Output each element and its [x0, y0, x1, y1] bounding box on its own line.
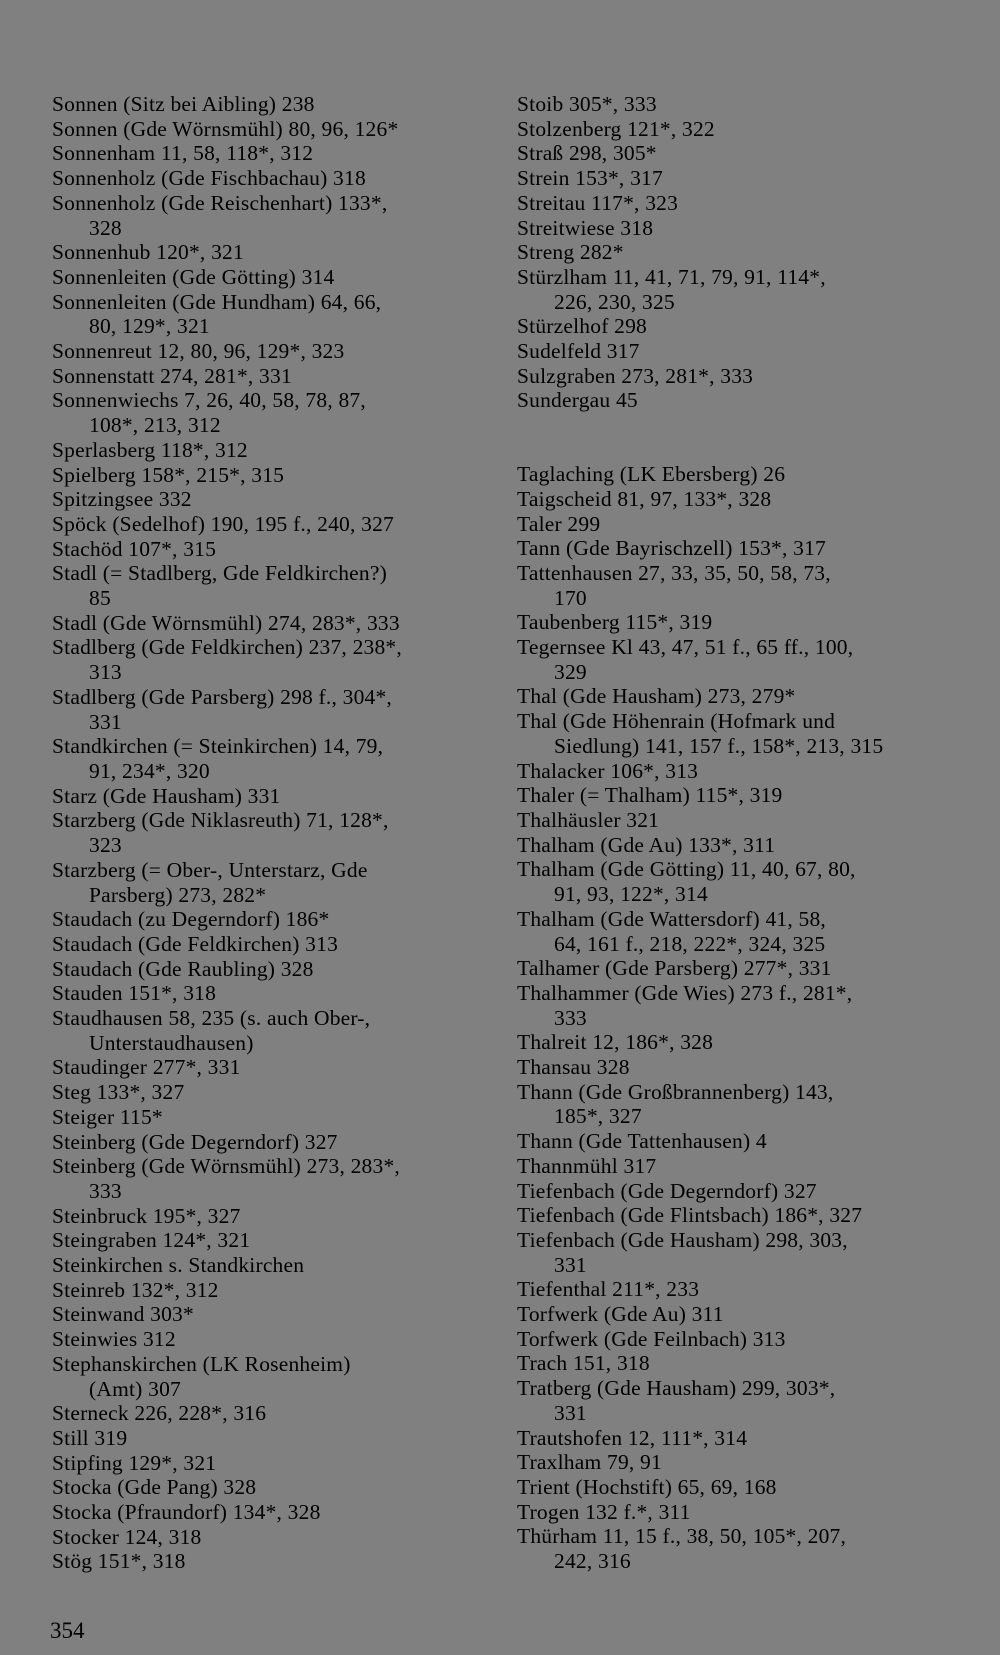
index-entry-line: 170 — [554, 585, 587, 610]
index-entry — [517, 1475, 957, 1500]
index-entry — [52, 141, 482, 166]
index-entry-line: Steingraben 124*, 321 — [52, 1228, 251, 1253]
index-entry-line: Thal (Gde Hausham) 273, 279* — [517, 684, 796, 709]
index-entry — [52, 1105, 482, 1130]
index-entry — [52, 364, 482, 389]
index-entry-line: Stocka (Pfraundorf) 134*, 328 — [52, 1500, 321, 1525]
index-entry — [517, 1500, 957, 1525]
index-entry-line: Taler 299 — [517, 511, 601, 536]
index-entry — [517, 141, 957, 166]
index-entry — [52, 265, 482, 290]
index-column-right — [517, 92, 957, 1574]
index-entry — [52, 339, 482, 364]
index-entry-line: Steinreb 132*, 312 — [52, 1277, 219, 1302]
index-entry — [517, 166, 957, 191]
index-entry-line: Stipfing 129*, 321 — [52, 1450, 217, 1475]
index-entry — [52, 932, 482, 957]
index-entry-line: Steinberg (Gde Degerndorf) 327 — [52, 1129, 338, 1154]
index-entry-line: Sonnen (Gde Wörnsmühl) 80, 96, 126* — [52, 116, 399, 141]
index-entry-line: Sulzgraben 273, 281*, 333 — [517, 363, 754, 388]
index-entry — [52, 957, 482, 982]
index-entry — [52, 92, 482, 117]
index-entry — [517, 783, 957, 808]
index-entry — [517, 191, 957, 216]
index-entry — [52, 388, 482, 437]
index-entry — [52, 611, 482, 636]
index-entry-line: Steinbruck 195*, 327 — [52, 1203, 241, 1228]
index-entry — [517, 117, 957, 142]
index-entry — [517, 1154, 957, 1179]
index-entry-line: Standkirchen (= Steinkirchen) 14, 79, — [52, 734, 384, 759]
index-entry — [517, 1055, 957, 1080]
index-entry-line: Staudach (Gde Raubling) 328 — [52, 956, 314, 981]
index-entry-line: Taglaching (LK Ebersberg) 26 — [517, 462, 786, 487]
index-entry-line: Sonnenstatt 274, 281*, 331 — [52, 363, 292, 388]
index-entry — [52, 1401, 482, 1426]
index-column-left — [52, 92, 482, 1574]
index-entry — [517, 536, 957, 561]
index-entry-line: Staudach (Gde Feldkirchen) 313 — [52, 931, 339, 956]
index-entry-line: 91, 234*, 320 — [89, 758, 210, 783]
index-entry — [517, 462, 957, 487]
index-entry — [517, 635, 957, 684]
index-entry — [52, 463, 482, 488]
index-entry-line: (Amt) 307 — [89, 1376, 181, 1401]
index-entry-line: Sonnenleiten (Gde Götting) 314 — [52, 264, 335, 289]
index-entry-line: Staudinger 277*, 331 — [52, 1055, 241, 1080]
index-entry-line: Spöck (Sedelhof) 190, 195 f., 240, 327 — [52, 511, 395, 536]
index-entry — [517, 1302, 957, 1327]
index-entry — [517, 314, 957, 339]
index-entry-line: Tiefenbach (Gde Degerndorf) 327 — [517, 1178, 817, 1203]
index-entry — [517, 512, 957, 537]
index-entry-line: Staudach (zu Degerndorf) 186* — [52, 907, 330, 932]
index-entry-line: Stocker 124, 318 — [52, 1524, 202, 1549]
index-entry-line: Stoib 305*, 333 — [517, 92, 657, 116]
index-entry-line: Starzberg (Gde Niklasreuth) 71, 128*, — [52, 808, 389, 833]
index-entry-line: 85 — [89, 586, 111, 611]
index-entry — [517, 1376, 957, 1425]
index-entry-line: Thann (Gde Großbrannenberg) 143, — [517, 1079, 834, 1104]
index-entry — [517, 684, 957, 709]
index-entry — [52, 166, 482, 191]
index-entry-line: Still 319 — [52, 1425, 128, 1450]
index-entry-line: Thansau 328 — [517, 1055, 630, 1080]
index-entry-line: Thürham 11, 15 f., 38, 50, 105*, 207, — [517, 1524, 847, 1549]
index-entry — [52, 438, 482, 463]
index-entry-line: 108*, 213, 312 — [89, 413, 221, 438]
index-entry-line: Thalham (Gde Götting) 11, 40, 67, 80, — [517, 857, 856, 882]
index-entry-line: Steiger 115* — [52, 1104, 163, 1129]
index-entry — [52, 858, 482, 907]
index-entry — [517, 1277, 957, 1302]
index-entry-line: Thal (Gde Höhenrain (Hofmark und — [517, 709, 836, 734]
index-entry-line: 333 — [554, 1005, 587, 1030]
index-entry-line: Parsberg) 273, 282* — [89, 882, 267, 907]
index-entry — [52, 1154, 482, 1203]
index-entry-line: Unterstaudhausen) — [89, 1030, 254, 1055]
index-group-s — [517, 92, 957, 413]
index-entry-line: Sonnenreut 12, 80, 96, 129*, 323 — [52, 339, 345, 364]
index-entry — [517, 265, 957, 314]
index-entry — [517, 240, 957, 265]
index-entry — [517, 1351, 957, 1376]
index-entry-line: Thannmühl 317 — [517, 1153, 657, 1178]
index-entry — [52, 685, 482, 734]
index-entry — [517, 1203, 957, 1228]
index-entry-line: Tegernsee Kl 43, 47, 51 f., 65 ff., 100, — [517, 635, 854, 660]
letter-gap — [517, 413, 957, 462]
index-entry — [517, 1129, 957, 1154]
index-entry-line: Sterneck 226, 228*, 316 — [52, 1401, 267, 1426]
index-entry — [52, 1327, 482, 1352]
index-entry-line: Tattenhausen 27, 33, 35, 50, 58, 73, — [517, 560, 831, 585]
index-entry-line: 333 — [89, 1178, 122, 1203]
index-entry — [52, 561, 482, 610]
index-entry — [517, 956, 957, 981]
index-entry-line: Straß 298, 305* — [517, 141, 657, 166]
index-entry — [52, 1130, 482, 1155]
index-entry-line: Stephanskirchen (LK Rosenheim) — [52, 1351, 351, 1376]
index-entry — [517, 857, 957, 906]
index-entry — [517, 1179, 957, 1204]
index-entry — [52, 1055, 482, 1080]
index-entry — [517, 1426, 957, 1451]
index-entry-line: 242, 316 — [554, 1549, 631, 1574]
index-entry — [517, 1524, 957, 1573]
index-entry-line: Steinwies 312 — [52, 1327, 176, 1352]
index-entry-line: Streng 282* — [517, 240, 624, 265]
index-entry — [52, 1228, 482, 1253]
index-entry-line: Sonnenleiten (Gde Hundham) 64, 66, — [52, 289, 382, 314]
index-entry-line: Streitwiese 318 — [517, 215, 654, 240]
index-entry-line: Talhamer (Gde Parsberg) 277*, 331 — [517, 956, 832, 981]
index-entry — [52, 1302, 482, 1327]
index-entry-line: Tratberg (Gde Hausham) 299, 303*, — [517, 1376, 836, 1401]
index-entry — [52, 290, 482, 339]
index-entry-line: Tann (Gde Bayrischzell) 153*, 317 — [517, 536, 826, 561]
index-entry — [517, 833, 957, 858]
index-entry — [52, 537, 482, 562]
index-entry-line: Steg 133*, 327 — [52, 1080, 185, 1105]
index-entry — [52, 1080, 482, 1105]
index-entry — [52, 907, 482, 932]
index-entry-line: Stürzelhof 298 — [517, 314, 647, 339]
index-entry-line: Taubenberg 115*, 319 — [517, 610, 713, 635]
index-entry-line: Sonnenwiechs 7, 26, 40, 58, 78, 87, — [52, 388, 366, 413]
index-entry-line: Trautshofen 12, 111*, 314 — [517, 1425, 748, 1450]
index-entry-line: Stadl (Gde Wörnsmühl) 274, 283*, 333 — [52, 610, 400, 635]
index-entry-line: Sudelfeld 317 — [517, 339, 640, 364]
index-entry-line: Thaler (= Thalham) 115*, 319 — [517, 783, 783, 808]
index-entry-line: Stolzenberg 121*, 322 — [517, 116, 715, 141]
index-group-t — [517, 462, 957, 1574]
index-entry — [517, 1327, 957, 1352]
index-entry-line: 329 — [554, 659, 587, 684]
index-entry-line: Thalham (Gde Au) 133*, 311 — [517, 832, 776, 857]
index-entry — [52, 1253, 482, 1278]
index-entry — [517, 1450, 957, 1475]
index-entry — [52, 808, 482, 857]
index-entry — [517, 1030, 957, 1055]
index-entry-line: Sonnen (Sitz bei Aibling) 238 — [52, 92, 315, 116]
index-entry-line: Stachöd 107*, 315 — [52, 536, 217, 561]
index-entry-line: Trogen 132 f.*, 311 — [517, 1499, 691, 1524]
index-entry-line: Stög 151*, 318 — [52, 1549, 186, 1574]
index-entry — [517, 808, 957, 833]
index-entry-line: Sundergau 45 — [517, 388, 638, 413]
index-entry-line: 313 — [89, 660, 122, 685]
index-entry-line: Sonnenham 11, 58, 118*, 312 — [52, 141, 314, 166]
index-entry-line: Stadlberg (Gde Feldkirchen) 237, 238*, — [52, 635, 402, 660]
index-entry-line: Stocka (Gde Pang) 328 — [52, 1475, 257, 1500]
index-entry-line: Thann (Gde Tattenhausen) 4 — [517, 1129, 767, 1154]
index-entry-line: 328 — [89, 215, 122, 240]
index-entry-line: Steinkirchen s. Standkirchen — [52, 1253, 305, 1278]
index-entry — [52, 117, 482, 142]
index-entry — [517, 388, 957, 413]
index-entry — [517, 487, 957, 512]
index-entry — [517, 1080, 957, 1129]
index-entry-line: Streitau 117*, 323 — [517, 190, 679, 215]
index-entry-line: Sonnenhub 120*, 321 — [52, 240, 244, 265]
index-entry-line: Starz (Gde Hausham) 331 — [52, 783, 281, 808]
index-entry-line: Tiefenbach (Gde Hausham) 298, 303, — [517, 1227, 848, 1252]
index-entry-line: Siedlung) 141, 157 f., 158*, 213, 315 — [554, 733, 884, 758]
index-entry-line: 331 — [89, 709, 122, 734]
index-entry-line: Torfwerk (Gde Feilnbach) 313 — [517, 1326, 786, 1351]
index-entry-line: Taigscheid 81, 97, 133*, 328 — [517, 486, 772, 511]
index-entry — [52, 981, 482, 1006]
index-entry-line: Tiefenthal 211*, 233 — [517, 1277, 700, 1302]
index-entry — [52, 1204, 482, 1229]
index-entry — [52, 1549, 482, 1574]
index-entry — [517, 981, 957, 1030]
index-entry — [52, 784, 482, 809]
index-entry — [52, 191, 482, 240]
index-entry-line: Thalhäusler 321 — [517, 807, 660, 832]
index-entry-line: Stadl (= Stadlberg, Gde Feldkirchen?) — [52, 561, 387, 586]
page-number: 354 — [50, 1618, 85, 1643]
index-entry — [517, 364, 957, 389]
index-entry-line: 331 — [554, 1252, 587, 1277]
index-entry-line: Strein 153*, 317 — [517, 166, 663, 191]
index-entry-line: Stauden 151*, 318 — [52, 981, 217, 1006]
index-entry — [52, 1426, 482, 1451]
index-entry-line: 91, 93, 122*, 314 — [554, 882, 708, 907]
index-entry — [52, 487, 482, 512]
index-entry — [52, 1500, 482, 1525]
index-entry-line: 64, 161 f., 218, 222*, 324, 325 — [554, 931, 826, 956]
index-entry — [517, 610, 957, 635]
index-entry-line: Steinwand 303* — [52, 1302, 194, 1327]
index-entry-line: Steinberg (Gde Wörnsmühl) 273, 283*, — [52, 1154, 400, 1179]
index-entry-line: Sonnenholz (Gde Fischbachau) 318 — [52, 166, 366, 191]
index-entry-line: 226, 230, 325 — [554, 289, 675, 314]
index-entry-line: Thalreit 12, 186*, 328 — [517, 1030, 714, 1055]
index-entry-line: Stadlberg (Gde Parsberg) 298 f., 304*, — [52, 684, 392, 709]
index-entry-line: Traxlham 79, 91 — [517, 1450, 662, 1475]
index-entry — [52, 1352, 482, 1401]
index-entry — [517, 709, 957, 758]
index-entry — [517, 561, 957, 610]
index-entry-line: Trient (Hochstift) 65, 69, 168 — [517, 1474, 777, 1499]
index-entry-line: Tiefenbach (Gde Flintsbach) 186*, 327 — [517, 1203, 863, 1228]
index-entry — [517, 92, 957, 117]
index-entry — [517, 759, 957, 784]
index-entry — [52, 1278, 482, 1303]
index-entry-line: Thalacker 106*, 313 — [517, 758, 699, 783]
index-entry — [517, 339, 957, 364]
index-entry-line: Spitzingsee 332 — [52, 487, 192, 512]
index-entry — [52, 512, 482, 537]
index-entry — [517, 907, 957, 956]
index-entry — [52, 1525, 482, 1550]
index-entry — [52, 240, 482, 265]
index-entry — [517, 1228, 957, 1277]
index-entry — [52, 1451, 482, 1476]
index-entry-line: Sperlasberg 118*, 312 — [52, 437, 248, 462]
index-entry-line: Starzberg (= Ober-, Unterstarz, Gde — [52, 857, 368, 882]
index-entry-line: Thalhammer (Gde Wies) 273 f., 281*, — [517, 980, 853, 1005]
index-entry-line: Torfwerk (Gde Au) 311 — [517, 1302, 724, 1327]
index-entry-line: 80, 129*, 321 — [89, 314, 210, 339]
index-entry-line: Staudhausen 58, 235 (s. auch Ober-, — [52, 1006, 371, 1031]
index-entry-line: Thalham (Gde Wattersdorf) 41, 58, — [517, 906, 826, 931]
index-entry-line: 331 — [554, 1400, 587, 1425]
index-entry-line: 185*, 327 — [554, 1104, 642, 1129]
index-entry-line: Trach 151, 318 — [517, 1351, 650, 1376]
index-entry — [52, 1475, 482, 1500]
index-entry-line: Sonnenholz (Gde Reischenhart) 133*, — [52, 190, 388, 215]
index-entry-line: Stürzlham 11, 41, 71, 79, 91, 114*, — [517, 264, 826, 289]
index-entry — [517, 216, 957, 241]
index-entry-line: Spielberg 158*, 215*, 315 — [52, 462, 285, 487]
index-entry — [52, 734, 482, 783]
index-entry — [52, 1006, 482, 1055]
index-entry-line: 323 — [89, 833, 122, 858]
index-entry — [52, 635, 482, 684]
